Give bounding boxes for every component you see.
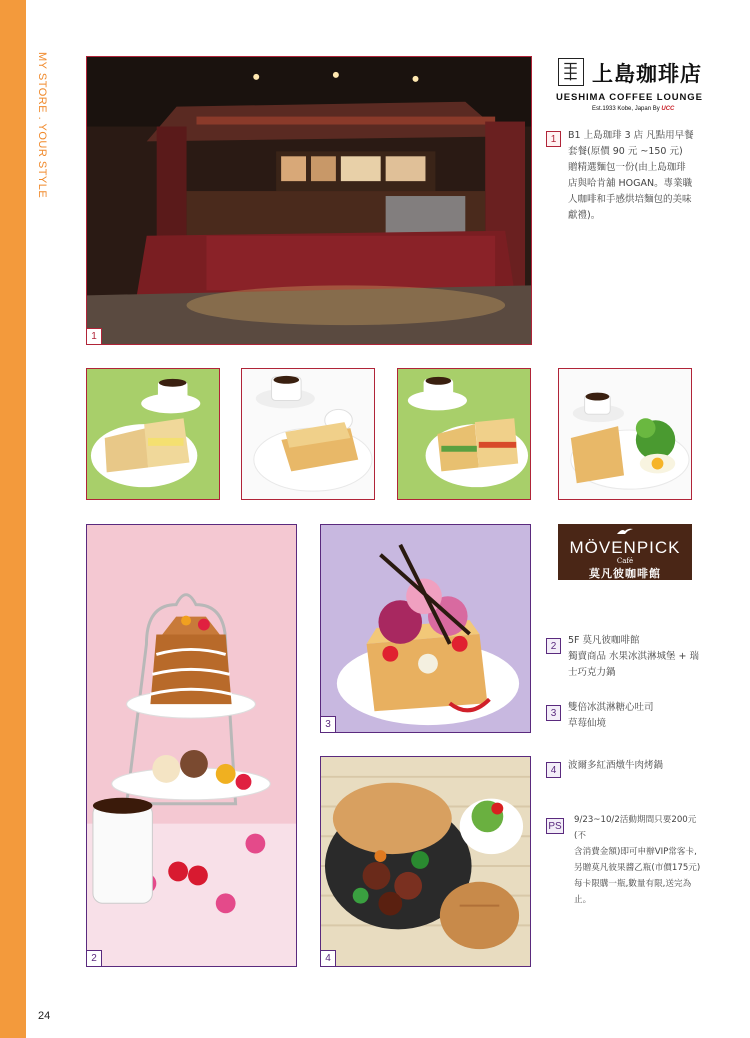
photo-breakfast-2 [241,368,375,500]
photo-store-interior [86,56,532,345]
caption-ps-badge: PS [546,818,564,834]
ueshima-est: Est.1933 Kobe, Japan By UCC [592,106,675,112]
caption-2: 5F 莫凡彼咖啡館 獨賣商品 水果冰淇淋城堡 + 瑞 士巧克力鍋 [568,635,700,678]
ueshima-name-en: UESHIMA COFFEE LOUNGE [556,92,703,103]
caption-3: 雙倍冰淇淋糖心吐司 草莓仙境 [568,702,654,729]
movenpick-cafe: Café [616,557,634,565]
photo-beef-stew [320,756,531,967]
side-slogan: MY STORE . YOUR STYLE [36,52,48,199]
caption-3-badge: 3 [546,705,561,721]
movenpick-name-cn: 莫凡彼咖啡館 [589,567,661,580]
caption-4: 波爾多紅酒燉牛肉烤鍋 [568,760,664,771]
photo-2-number: 2 [87,950,102,966]
ueshima-seal-icon [558,58,584,86]
caption-ps: 9/23~10/2活動期間只要200元(不 含消費金額)即可申辦VIP常客卡, 另贈莫凡彼果醬乙瓶(市價175元) 每卡限購一瓶,數量有限,送完為 止。 [574,815,701,905]
photo-breakfast-1 [86,368,220,500]
ueshima-logo [554,54,704,114]
caption-2-badge: 2 [546,638,561,654]
photo-3-number: 3 [321,716,336,732]
caption-1: B1 上島珈琲 3 店 凡點用早餐 套餐(原價 90 元 ~150 元) 贈精選麵包一份(由上島珈琲 店與哈肯舖 HOGAN。專業職 人咖啡和手感烘培麵包的美味 獻禮)。 [568,130,694,221]
photo-4-number: 4 [321,950,336,966]
page-number: 24 [38,1010,51,1022]
caption-1-badge: 1 [546,131,561,147]
photo-honey-toast [320,524,531,733]
photo-1-number: 1 [87,328,102,344]
photo-waffle-tower [86,524,297,967]
side-color-band [0,0,26,1038]
caption-4-badge: 4 [546,762,561,778]
bird-icon [616,527,634,535]
ueshima-name-jp: 上島珈琲店 [592,61,702,86]
movenpick-name: MÖVENPICK [569,538,681,557]
photo-breakfast-3 [397,368,531,500]
photo-breakfast-4 [558,368,692,500]
movenpick-logo [558,524,692,580]
